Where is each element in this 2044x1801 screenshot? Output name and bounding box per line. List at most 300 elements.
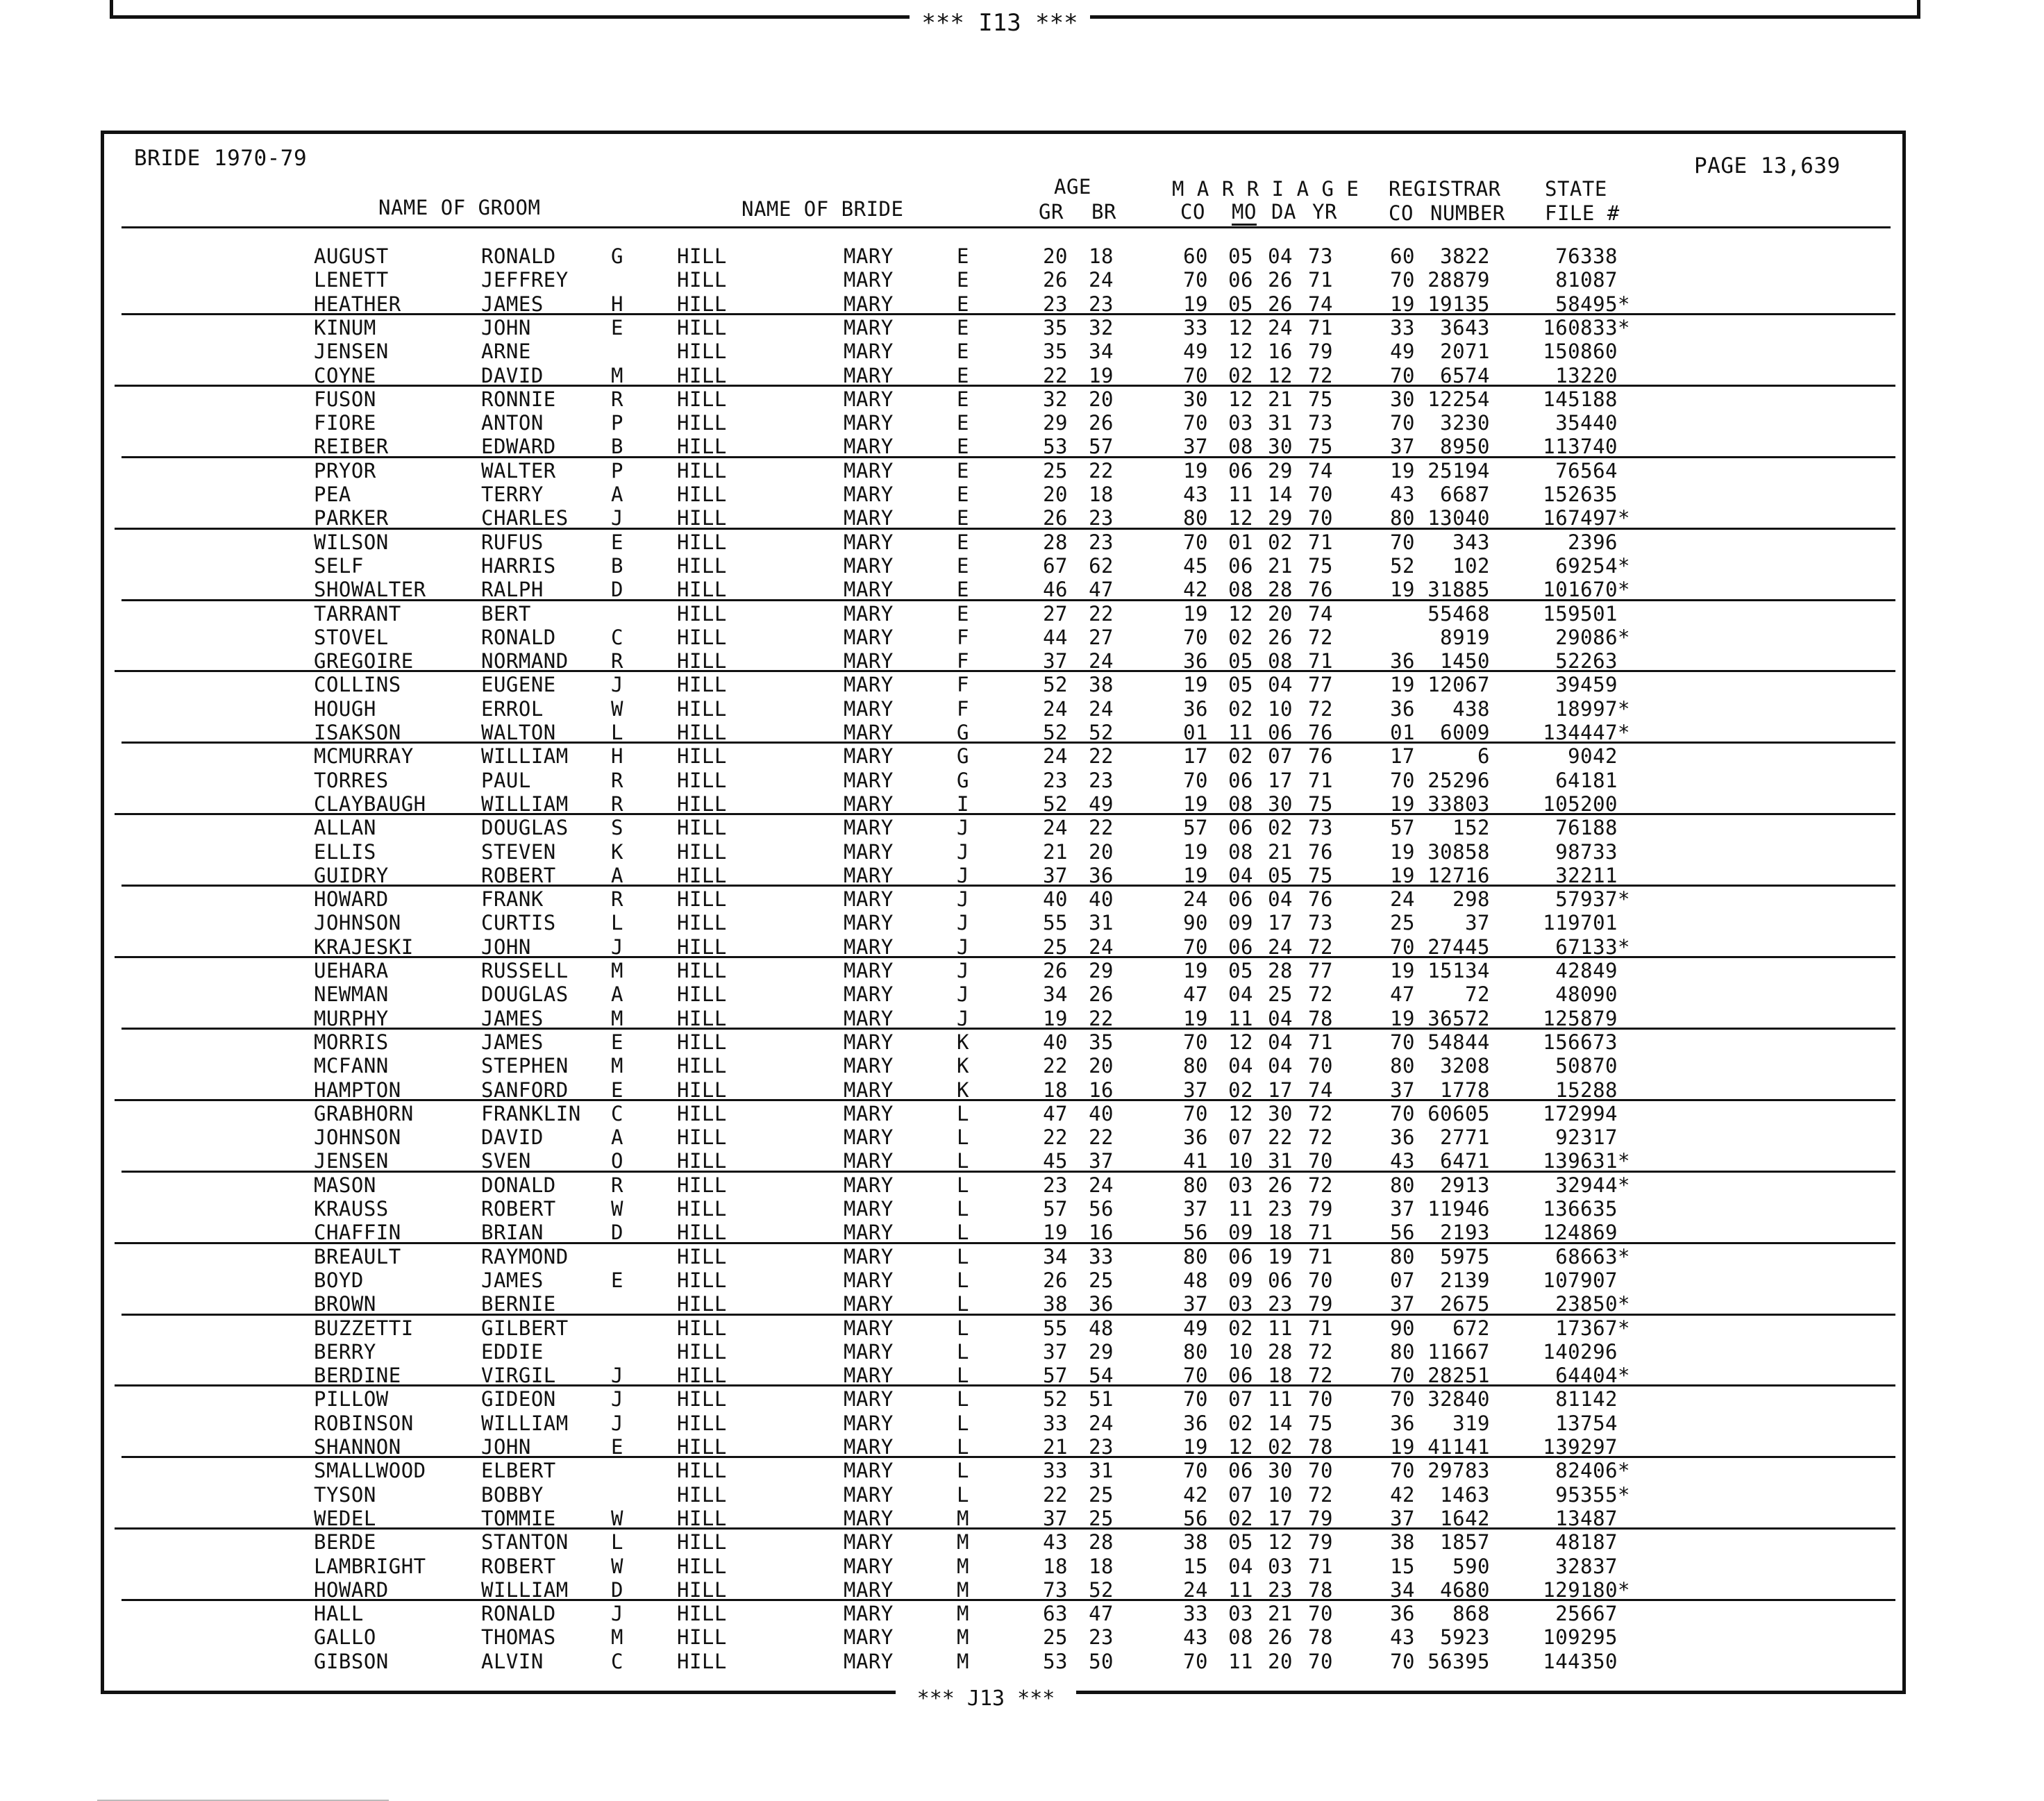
bride-age: 25 bbox=[1089, 1482, 1114, 1507]
bride-age: 38 bbox=[1089, 673, 1114, 697]
registrar-county: 70 bbox=[1390, 1459, 1415, 1483]
groom-middle-initial: A bbox=[611, 483, 623, 506]
marriage-county: 70 bbox=[1183, 1101, 1208, 1125]
bride-middle-initial: F bbox=[957, 649, 969, 673]
bride-age: 31 bbox=[1089, 1459, 1114, 1483]
groom-middle-initial: W bbox=[611, 1506, 623, 1530]
groom-last-name: BROWN bbox=[314, 1292, 376, 1316]
table-row bbox=[0, 387, 2044, 411]
registrar-county: 70 bbox=[1390, 363, 1415, 387]
marriage-county: 49 bbox=[1183, 1316, 1208, 1340]
state-file-number: 76188 bbox=[1555, 816, 1618, 840]
registrar-number: 6 bbox=[1477, 744, 1490, 769]
bride-middle-initial: L bbox=[957, 1364, 969, 1388]
marriage-day: 26 bbox=[1268, 1173, 1293, 1197]
bride-first-name: MARY bbox=[844, 1577, 894, 1602]
marriage-year: 75 bbox=[1308, 553, 1333, 578]
groom-age: 55 bbox=[1043, 911, 1068, 935]
state-file-number: 2396 bbox=[1568, 530, 1618, 554]
marriage-day: 16 bbox=[1268, 340, 1293, 364]
marriage-county: 70 bbox=[1183, 1364, 1208, 1388]
registrar-number: 2071 bbox=[1440, 340, 1490, 364]
marriage-year: 73 bbox=[1308, 411, 1333, 435]
state-file-number: 18997* bbox=[1555, 696, 1630, 721]
marriage-year: 74 bbox=[1308, 292, 1333, 316]
table-row bbox=[0, 721, 2044, 744]
registrar-number: 12067 bbox=[1427, 673, 1490, 697]
registrar-county: 80 bbox=[1390, 1173, 1415, 1197]
bride-last-name: HILL bbox=[677, 1387, 727, 1412]
groom-age: 24 bbox=[1043, 744, 1068, 769]
registrar-number: 298 bbox=[1452, 887, 1490, 912]
registrar-number: 5975 bbox=[1440, 1244, 1490, 1268]
registrar-county: 36 bbox=[1390, 1602, 1415, 1626]
bride-last-name: HILL bbox=[677, 839, 727, 864]
bride-age: 27 bbox=[1089, 625, 1114, 649]
groom-age: 23 bbox=[1043, 1173, 1068, 1197]
group-separator bbox=[115, 670, 1895, 672]
groom-age: 26 bbox=[1043, 959, 1068, 982]
bride-last-name: HILL bbox=[677, 1268, 727, 1292]
table-row bbox=[0, 1268, 2044, 1292]
bride-middle-initial: E bbox=[957, 363, 969, 387]
marriage-month: 12 bbox=[1228, 1435, 1253, 1459]
table-row bbox=[0, 1078, 2044, 1102]
groom-last-name: JENSEN bbox=[314, 340, 389, 364]
bride-age: 23 bbox=[1089, 292, 1114, 316]
bride-age: 57 bbox=[1089, 435, 1114, 459]
marriage-county: 70 bbox=[1183, 1459, 1208, 1483]
bride-last-name: HILL bbox=[677, 1530, 727, 1555]
marriage-day: 26 bbox=[1268, 1625, 1293, 1650]
bride-first-name: MARY bbox=[844, 578, 894, 602]
marriage-day: 19 bbox=[1268, 1244, 1293, 1268]
table-row bbox=[0, 864, 2044, 887]
registrar-number: 32840 bbox=[1427, 1387, 1490, 1412]
registrar-county-header: CO bbox=[1389, 201, 1414, 225]
groom-last-name: BREAULT bbox=[314, 1244, 401, 1268]
header-rule bbox=[122, 226, 1891, 228]
table-row bbox=[0, 959, 2044, 982]
marriage-month: 05 bbox=[1228, 673, 1253, 697]
registrar-county: 43 bbox=[1390, 1149, 1415, 1173]
table-row bbox=[0, 982, 2044, 1006]
bride-middle-initial: M bbox=[957, 1577, 969, 1602]
registrar-county: 34 bbox=[1390, 1577, 1415, 1602]
marriage-month: 08 bbox=[1228, 435, 1253, 459]
group-separator bbox=[115, 1527, 1895, 1530]
bride-last-name: HILL bbox=[677, 1054, 727, 1078]
groom-age: 25 bbox=[1043, 1625, 1068, 1650]
marriage-day-header: DA bbox=[1271, 200, 1296, 224]
groom-last-name: KRAUSS bbox=[314, 1197, 389, 1221]
marriage-county: 43 bbox=[1183, 483, 1208, 506]
table-row bbox=[0, 649, 2044, 673]
marriage-year: 75 bbox=[1308, 435, 1333, 459]
bride-last-name: HILL bbox=[677, 244, 727, 268]
marriage-year: 79 bbox=[1308, 340, 1333, 364]
marriage-month: 11 bbox=[1228, 1649, 1253, 1673]
registrar-number: 3208 bbox=[1440, 1054, 1490, 1078]
age-groom-header: GR bbox=[1039, 200, 1064, 224]
registrar-county: 70 bbox=[1390, 1101, 1415, 1125]
groom-age: 28 bbox=[1043, 530, 1068, 554]
groom-age: 55 bbox=[1043, 1316, 1068, 1340]
state-file-number: 13220 bbox=[1555, 363, 1618, 387]
table-row bbox=[0, 411, 2044, 435]
marriage-county: 33 bbox=[1183, 315, 1208, 340]
groom-last-name: MORRIS bbox=[314, 1030, 389, 1054]
table-row bbox=[0, 1221, 2044, 1244]
registrar-number: 2675 bbox=[1440, 1292, 1490, 1316]
table-row bbox=[0, 1292, 2044, 1316]
table-row bbox=[0, 769, 2044, 792]
bride-last-name: HILL bbox=[677, 696, 727, 721]
bride-middle-initial: E bbox=[957, 458, 969, 483]
state-file-number: 150860 bbox=[1543, 340, 1618, 364]
registrar-number: 19135 bbox=[1427, 292, 1490, 316]
groom-last-name: BOYD bbox=[314, 1268, 364, 1292]
marriage-month: 08 bbox=[1228, 791, 1253, 816]
marriage-month: 12 bbox=[1228, 601, 1253, 626]
marriage-day: 10 bbox=[1268, 696, 1293, 721]
bride-first-name: MARY bbox=[844, 1173, 894, 1197]
marriage-county: 01 bbox=[1183, 721, 1208, 744]
groom-first-name: WILLIAM bbox=[481, 744, 569, 769]
state-file-number: 107907 bbox=[1543, 1268, 1618, 1292]
groom-middle-initial: J bbox=[611, 1387, 623, 1412]
table-row bbox=[0, 1054, 2044, 1078]
groom-last-name: HEATHER bbox=[314, 292, 401, 316]
bride-middle-initial: L bbox=[957, 1435, 969, 1459]
groom-first-name: BRIAN bbox=[481, 1221, 544, 1245]
marriage-month: 06 bbox=[1228, 1364, 1253, 1388]
bride-age: 31 bbox=[1089, 911, 1114, 935]
bride-last-name: HILL bbox=[677, 649, 727, 673]
registrar-county: 70 bbox=[1390, 530, 1415, 554]
table-row bbox=[0, 1149, 2044, 1173]
bride-middle-initial: E bbox=[957, 292, 969, 316]
bride-last-name: HILL bbox=[677, 578, 727, 602]
marriage-day: 11 bbox=[1268, 1316, 1293, 1340]
table-row bbox=[0, 673, 2044, 696]
marriage-county: 19 bbox=[1183, 1435, 1208, 1459]
bride-last-name: HILL bbox=[677, 1435, 727, 1459]
bride-first-name: MARY bbox=[844, 1292, 894, 1316]
state-file-number: 92317 bbox=[1555, 1125, 1618, 1150]
table-row bbox=[0, 1387, 2044, 1411]
groom-middle-initial: J bbox=[611, 1411, 623, 1435]
marriage-year: 76 bbox=[1308, 839, 1333, 864]
bride-middle-initial: J bbox=[957, 816, 969, 840]
groom-last-name: AUGUST bbox=[314, 244, 389, 268]
groom-middle-initial: E bbox=[611, 530, 623, 554]
groom-age: 22 bbox=[1043, 1482, 1068, 1507]
bride-age: 22 bbox=[1089, 601, 1114, 626]
state-file-number: 156673 bbox=[1543, 1030, 1618, 1054]
groom-last-name: GUIDRY bbox=[314, 863, 389, 887]
marriage-county: 56 bbox=[1183, 1221, 1208, 1245]
registrar-number: 55468 bbox=[1427, 601, 1490, 626]
marriage-year: 72 bbox=[1308, 1339, 1333, 1364]
marriage-month: 07 bbox=[1228, 1482, 1253, 1507]
registrar-county: 70 bbox=[1390, 935, 1415, 959]
state-file-number: 32211 bbox=[1555, 863, 1618, 887]
bride-last-name: HILL bbox=[677, 340, 727, 364]
bride-middle-initial: L bbox=[957, 1149, 969, 1173]
bride-first-name: MARY bbox=[844, 1197, 894, 1221]
marriage-month: 06 bbox=[1228, 1459, 1253, 1483]
groom-age: 29 bbox=[1043, 411, 1068, 435]
registrar-number: 2913 bbox=[1440, 1173, 1490, 1197]
bride-age: 40 bbox=[1089, 887, 1114, 912]
groom-middle-initial: P bbox=[611, 411, 623, 435]
marriage-day: 02 bbox=[1268, 816, 1293, 840]
table-row bbox=[0, 1650, 2044, 1673]
bride-first-name: MARY bbox=[844, 340, 894, 364]
bride-last-name: HILL bbox=[677, 268, 727, 292]
group-separator bbox=[122, 742, 1895, 744]
groom-age: 24 bbox=[1043, 696, 1068, 721]
marriage-month: 12 bbox=[1228, 1030, 1253, 1054]
groom-age: 35 bbox=[1043, 340, 1068, 364]
groom-last-name: NEWMAN bbox=[314, 982, 389, 1007]
marriage-county: 70 bbox=[1183, 1030, 1208, 1054]
bride-first-name: MARY bbox=[844, 887, 894, 912]
table-row bbox=[0, 530, 2044, 554]
table-row bbox=[0, 554, 2044, 578]
state-file-number: 105200 bbox=[1543, 791, 1618, 816]
registrar-county: 70 bbox=[1390, 1649, 1415, 1673]
marriage-day: 12 bbox=[1268, 1530, 1293, 1555]
groom-middle-initial: R bbox=[611, 768, 623, 792]
groom-middle-initial: R bbox=[611, 1173, 623, 1197]
marriage-county: 38 bbox=[1183, 1530, 1208, 1555]
bride-first-name: MARY bbox=[844, 1482, 894, 1507]
bride-middle-initial: L bbox=[957, 1244, 969, 1268]
bride-first-name: MARY bbox=[844, 1554, 894, 1578]
marriage-month: 03 bbox=[1228, 411, 1253, 435]
groom-first-name: TOMMIE bbox=[481, 1506, 556, 1530]
bride-last-name: HILL bbox=[677, 625, 727, 649]
bride-first-name: MARY bbox=[844, 1435, 894, 1459]
groom-last-name: JENSEN bbox=[314, 1149, 389, 1173]
bride-age: 36 bbox=[1089, 863, 1114, 887]
marriage-county: 19 bbox=[1183, 1006, 1208, 1030]
registrar-number: 29783 bbox=[1427, 1459, 1490, 1483]
table-row bbox=[0, 935, 2044, 959]
state-file-number: 32837 bbox=[1555, 1554, 1618, 1578]
bride-first-name: MARY bbox=[844, 458, 894, 483]
marriage-month: 12 bbox=[1228, 506, 1253, 530]
groom-first-name: ERROL bbox=[481, 696, 544, 721]
groom-middle-initial: H bbox=[611, 292, 623, 316]
registrar-county: 37 bbox=[1390, 1506, 1415, 1530]
groom-first-name: BERNIE bbox=[481, 1292, 556, 1316]
bride-age: 29 bbox=[1089, 959, 1114, 982]
groom-last-name: GIBSON bbox=[314, 1649, 389, 1673]
marriage-year: 74 bbox=[1308, 458, 1333, 483]
marriage-year: 71 bbox=[1308, 268, 1333, 292]
groom-first-name: RUFUS bbox=[481, 530, 544, 554]
groom-last-name: KINUM bbox=[314, 315, 376, 340]
marriage-year: 75 bbox=[1308, 387, 1333, 411]
bride-first-name: MARY bbox=[844, 935, 894, 959]
groom-first-name: JAMES bbox=[481, 292, 544, 316]
registrar-county: 19 bbox=[1390, 458, 1415, 483]
bride-first-name: MARY bbox=[844, 1339, 894, 1364]
table-row bbox=[0, 316, 2044, 340]
groom-first-name: NORMAND bbox=[481, 649, 569, 673]
groom-first-name: RONALD bbox=[481, 625, 556, 649]
registrar-county: 17 bbox=[1390, 744, 1415, 769]
bride-middle-initial: E bbox=[957, 553, 969, 578]
groom-first-name: TERRY bbox=[481, 483, 544, 506]
groom-middle-initial: J bbox=[611, 1602, 623, 1626]
groom-age: 19 bbox=[1043, 1221, 1068, 1245]
bride-first-name: MARY bbox=[844, 696, 894, 721]
registrar-county: 60 bbox=[1390, 244, 1415, 268]
bride-first-name: MARY bbox=[844, 911, 894, 935]
registrar-number-header: NUMBER bbox=[1430, 201, 1505, 225]
groom-age: 52 bbox=[1043, 1387, 1068, 1412]
bride-last-name: HILL bbox=[677, 816, 727, 840]
bride-middle-initial: E bbox=[957, 530, 969, 554]
bride-last-name: HILL bbox=[677, 1602, 727, 1626]
bride-age: 62 bbox=[1089, 553, 1114, 578]
groom-middle-initial: W bbox=[611, 1197, 623, 1221]
groom-first-name: BOBBY bbox=[481, 1482, 544, 1507]
bride-last-name: HILL bbox=[677, 1125, 727, 1150]
state-file-number: 81142 bbox=[1555, 1387, 1618, 1412]
registrar-number: 2193 bbox=[1440, 1221, 1490, 1245]
groom-age: 33 bbox=[1043, 1411, 1068, 1435]
table-row bbox=[0, 1007, 2044, 1030]
table-row bbox=[0, 1173, 2044, 1197]
bride-first-name: MARY bbox=[844, 1411, 894, 1435]
bride-last-name: HILL bbox=[677, 1006, 727, 1030]
bride-first-name: MARY bbox=[844, 1030, 894, 1054]
bride-last-name: HILL bbox=[677, 1316, 727, 1340]
groom-age: 23 bbox=[1043, 292, 1068, 316]
groom-age: 44 bbox=[1043, 625, 1068, 649]
groom-middle-initial: E bbox=[611, 1435, 623, 1459]
marriage-year: 70 bbox=[1308, 1649, 1333, 1673]
marriage-county: 90 bbox=[1183, 911, 1208, 935]
state-file-number: 48090 bbox=[1555, 982, 1618, 1007]
state-file-number: 160833* bbox=[1543, 315, 1630, 340]
marriage-month: 08 bbox=[1228, 1625, 1253, 1650]
marriage-month: 06 bbox=[1228, 887, 1253, 912]
marriage-month: 11 bbox=[1228, 1577, 1253, 1602]
registrar-number: 60605 bbox=[1427, 1101, 1490, 1125]
groom-first-name: ALVIN bbox=[481, 1649, 544, 1673]
groom-age: 26 bbox=[1043, 506, 1068, 530]
registrar-county: 36 bbox=[1390, 649, 1415, 673]
state-file-number: 9042 bbox=[1568, 744, 1618, 769]
bride-age: 47 bbox=[1089, 1602, 1114, 1626]
groom-last-name: WILSON bbox=[314, 530, 389, 554]
bride-middle-initial: J bbox=[957, 839, 969, 864]
groom-middle-initial: L bbox=[611, 911, 623, 935]
registrar-number: 8919 bbox=[1440, 625, 1490, 649]
marriage-day: 24 bbox=[1268, 315, 1293, 340]
bride-middle-initial: E bbox=[957, 315, 969, 340]
marriage-county: 19 bbox=[1183, 959, 1208, 982]
groom-middle-initial: M bbox=[611, 959, 623, 982]
groom-first-name: CHARLES bbox=[481, 506, 569, 530]
marriage-year: 78 bbox=[1308, 1435, 1333, 1459]
marriage-year: 75 bbox=[1308, 791, 1333, 816]
marriage-day: 14 bbox=[1268, 1411, 1293, 1435]
bride-middle-initial: E bbox=[957, 506, 969, 530]
groom-first-name: WILLIAM bbox=[481, 1411, 569, 1435]
bride-middle-initial: E bbox=[957, 244, 969, 268]
registrar-number: 12716 bbox=[1427, 863, 1490, 887]
groom-age: 43 bbox=[1043, 1530, 1068, 1555]
table-row bbox=[0, 340, 2044, 363]
marriage-county: 70 bbox=[1183, 1649, 1208, 1673]
marriage-header: M A R R I A G E bbox=[1172, 177, 1359, 201]
registrar-header: REGISTRAR bbox=[1389, 177, 1501, 201]
groom-age: 22 bbox=[1043, 1125, 1068, 1150]
groom-middle-initial: P bbox=[611, 458, 623, 483]
groom-middle-initial: J bbox=[611, 1364, 623, 1388]
marriage-county: 37 bbox=[1183, 1197, 1208, 1221]
bride-last-name: HILL bbox=[677, 911, 727, 935]
marriage-day: 04 bbox=[1268, 244, 1293, 268]
registrar-county: 19 bbox=[1390, 578, 1415, 602]
bride-first-name: MARY bbox=[844, 1078, 894, 1102]
groom-middle-initial: O bbox=[611, 1149, 623, 1173]
groom-first-name: EDDIE bbox=[481, 1339, 544, 1364]
bride-age: 37 bbox=[1089, 1149, 1114, 1173]
marriage-county: 37 bbox=[1183, 1078, 1208, 1102]
marriage-year: 70 bbox=[1308, 1149, 1333, 1173]
marriage-month: 02 bbox=[1228, 744, 1253, 769]
bride-age: 25 bbox=[1089, 1506, 1114, 1530]
groom-middle-initial: C bbox=[611, 625, 623, 649]
bride-middle-initial: F bbox=[957, 696, 969, 721]
state-file-number: 23850* bbox=[1555, 1292, 1630, 1316]
registrar-county: 30 bbox=[1390, 387, 1415, 411]
table-row bbox=[0, 244, 2044, 268]
bride-middle-initial: F bbox=[957, 673, 969, 697]
state-file-number: 139297 bbox=[1543, 1435, 1618, 1459]
bride-last-name: HILL bbox=[677, 1221, 727, 1245]
groom-age: 35 bbox=[1043, 315, 1068, 340]
marriage-month: 07 bbox=[1228, 1125, 1253, 1150]
table-row bbox=[0, 1625, 2044, 1649]
marriage-day: 17 bbox=[1268, 768, 1293, 792]
groom-last-name: GALLO bbox=[314, 1625, 376, 1650]
marriage-day: 02 bbox=[1268, 1435, 1293, 1459]
marriage-month: 05 bbox=[1228, 1530, 1253, 1555]
groom-first-name: RONNIE bbox=[481, 387, 556, 411]
registrar-county: 43 bbox=[1390, 483, 1415, 506]
bride-age: 34 bbox=[1089, 340, 1114, 364]
groom-first-name: EUGENE bbox=[481, 673, 556, 697]
marriage-year: 71 bbox=[1308, 649, 1333, 673]
registrar-county: 70 bbox=[1390, 268, 1415, 292]
marriage-county: 41 bbox=[1183, 1149, 1208, 1173]
marriage-month: 06 bbox=[1228, 553, 1253, 578]
marriage-day: 17 bbox=[1268, 1506, 1293, 1530]
bride-first-name: MARY bbox=[844, 1649, 894, 1673]
groom-middle-initial: L bbox=[611, 1530, 623, 1555]
registrar-county: 36 bbox=[1390, 1411, 1415, 1435]
marriage-day: 17 bbox=[1268, 1078, 1293, 1102]
